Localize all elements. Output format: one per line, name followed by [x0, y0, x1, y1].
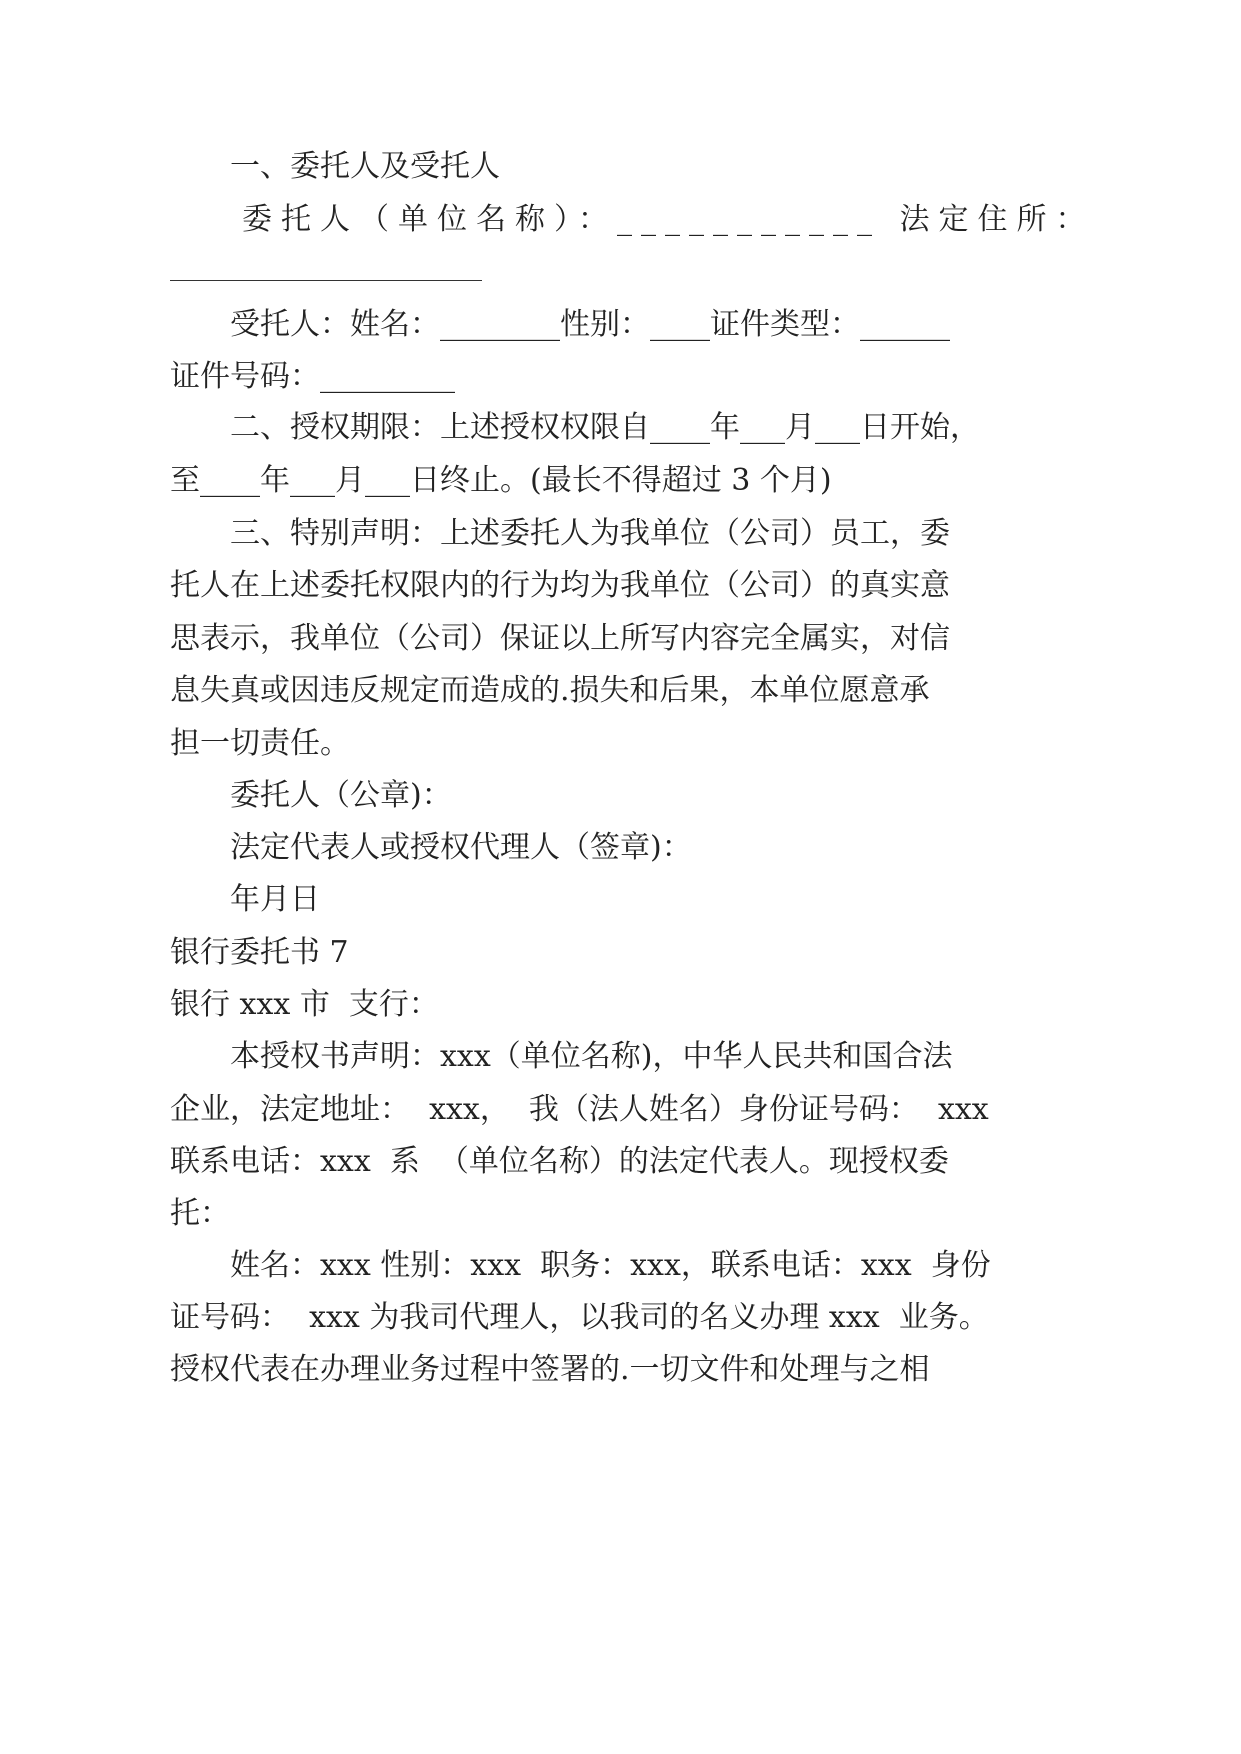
- doc7-para1-line: 托：: [170, 1196, 230, 1231]
- agent-line-1: 受托人：姓名：________性别：____证件类型：______: [230, 307, 950, 342]
- legal-rep-line: 法定代表人或授权代理人（签章)：: [230, 830, 692, 865]
- agent-line-2: 证件号码：_________: [170, 359, 455, 394]
- term-line-1: 二、授权期限：上述授权权限自____年___月___日开始，: [230, 410, 980, 445]
- doc7-para1-line: 企业，法定地址： xxx， 我（法人姓名）身份证号码： xxx: [170, 1092, 989, 1127]
- declaration-line: 担一切责任。: [170, 726, 350, 761]
- section1-heading: 一、委托人及受托人: [230, 149, 500, 184]
- doc7-para1-line: 联系电话：xxx 系 （单位名称）的法定代表人。现授权委: [170, 1144, 949, 1179]
- declaration-line: 息失真或因违反规定而造成的.损失和后果，本单位愿意承: [170, 673, 930, 708]
- seal-line: 委托人（公章)：: [230, 778, 452, 813]
- doc7-title: 银行委托书 7: [170, 935, 349, 970]
- date-line: 年月日: [230, 882, 320, 917]
- doc7-para1-line: 本授权书声明：xxx（单位名称)，中华人民共和国合法: [230, 1039, 953, 1074]
- address-blank-line: [170, 280, 482, 281]
- doc7-para2-line: 授权代表在办理业务过程中签署的.一切文件和处理与之相: [170, 1352, 930, 1387]
- declaration-line: 思表示，我单位（公司）保证以上所写内容完全属实，对信: [170, 621, 950, 656]
- declaration-line: 托人在上述委托权限内的行为均为我单位（公司）的真实意: [170, 568, 950, 603]
- declaration-line: 三、特别声明：上述委托人为我单位（公司）员工，委: [230, 516, 950, 551]
- doc7-para2-line: 证号码： xxx 为我司代理人，以我司的名义办理 xxx 业务。: [170, 1300, 989, 1335]
- doc7-para2-line: 姓名：xxx 性别：xxx 职务：xxx，联系电话：xxx 身份: [230, 1248, 991, 1283]
- doc7-addressee: 银行 xxx 市 支行：: [170, 987, 439, 1022]
- term-line-2: 至____年___月___日终止。(最长不得超过 3 个月): [170, 463, 832, 498]
- principal-line: 委托人（单位名称）：___________ 法定住所：: [242, 202, 1095, 237]
